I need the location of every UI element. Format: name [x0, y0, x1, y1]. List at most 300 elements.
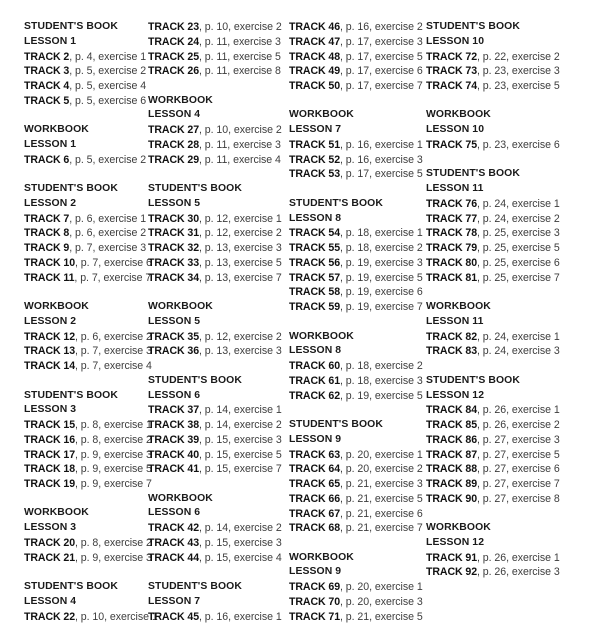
track-number: TRACK 26	[148, 65, 199, 78]
track-number: TRACK 46	[289, 21, 340, 33]
track-entry	[426, 565, 576, 580]
track-reference: , p. 27, exercise 6	[477, 463, 560, 476]
lesson-block	[426, 300, 576, 359]
track-reference: , p. 15, exercise 7	[199, 463, 282, 476]
track-entry	[24, 64, 148, 79]
track-entry	[148, 256, 289, 271]
track-number: TRACK 10	[24, 256, 75, 269]
track-reference: , p. 12, exercise 2	[199, 227, 282, 240]
track-reference: , p. 25, exercise 7	[477, 271, 560, 284]
track-reference: , p. 21, exercise 6	[340, 507, 423, 520]
track-entry	[426, 330, 576, 345]
lesson-heading: LESSON 6	[148, 389, 201, 401]
track-reference: , p. 25, exercise 5	[477, 242, 560, 255]
lesson-heading: LESSON 12	[426, 389, 485, 401]
track-reference: , p. 17, exercise 3	[340, 35, 423, 48]
track-entry	[148, 138, 289, 153]
track-number: TRACK 53	[289, 168, 340, 181]
lesson-block	[148, 300, 289, 359]
track-number: TRACK 50	[289, 80, 340, 92]
lesson-heading: LESSON 4	[148, 109, 201, 121]
track-entry	[148, 551, 289, 566]
track-entry	[148, 536, 289, 551]
track-reference: , p. 11, exercise 8	[199, 65, 281, 78]
track-entry	[24, 50, 148, 65]
track-entry	[426, 462, 576, 477]
track-reference: , p. 25, exercise 3	[477, 227, 560, 240]
track-entry	[24, 418, 152, 433]
track-reference: , p. 23, exercise 3	[477, 65, 560, 78]
track-number: TRACK 7	[24, 212, 70, 225]
lesson-heading: LESSON 5	[148, 197, 201, 209]
track-entry	[148, 403, 289, 418]
track-reference: , p. 5, exercise 6	[69, 94, 147, 107]
track-reference: , p. 23, exercise 5	[477, 80, 560, 92]
lesson-block	[148, 580, 289, 624]
lesson-block	[426, 108, 576, 152]
track-entry	[148, 433, 289, 448]
lesson-block	[289, 197, 426, 315]
track-entry	[426, 271, 576, 286]
track-number: TRACK 48	[289, 50, 340, 63]
track-entry	[289, 79, 426, 94]
track-number: TRACK 24	[148, 35, 199, 48]
track-reference: , p. 21, exercise 3	[340, 478, 423, 490]
lesson-block	[24, 580, 158, 624]
track-entry	[289, 580, 426, 595]
source-heading: WORKBOOK	[289, 330, 354, 342]
track-reference: , p. 26, exercise 3	[477, 566, 560, 579]
lesson-block	[426, 521, 576, 580]
track-reference: , p. 5, exercise 4	[69, 80, 147, 92]
track-reference: , p. 16, exercise 1	[199, 610, 282, 623]
track-reference: , p. 16, exercise 3	[340, 153, 423, 166]
track-reference: , p. 27, exercise 3	[477, 433, 560, 446]
track-reference: , p. 17, exercise 5	[340, 50, 423, 63]
track-entry	[426, 256, 576, 271]
source-heading: WORKBOOK	[426, 301, 491, 313]
track-reference: , p. 15, exercise 5	[199, 448, 282, 461]
track-reference: , p. 8, exercise 2	[75, 536, 152, 549]
track-number: TRACK 77	[426, 212, 477, 225]
track-entry	[289, 138, 426, 153]
track-number: TRACK 70	[289, 595, 340, 608]
track-number: TRACK 19	[24, 478, 75, 490]
track-number: TRACK 69	[289, 581, 340, 594]
source-heading: WORKBOOK	[148, 94, 213, 106]
track-number: TRACK 18	[24, 463, 75, 476]
track-number: TRACK 27	[148, 124, 199, 137]
track-entry	[24, 79, 148, 94]
source-heading: STUDENT'S BOOK	[426, 168, 520, 180]
lesson-block	[289, 330, 426, 404]
track-number: TRACK 44	[148, 551, 199, 564]
track-entry	[426, 492, 576, 507]
track-number: TRACK 40	[148, 448, 199, 461]
track-reference: , p. 25, exercise 6	[477, 256, 560, 269]
source-heading: WORKBOOK	[289, 551, 354, 563]
track-number: TRACK 88	[426, 463, 477, 476]
track-entry	[24, 94, 148, 109]
lesson-block	[24, 123, 148, 167]
track-number: TRACK 5	[24, 94, 70, 107]
track-reference: , p. 17, exercise 6	[340, 65, 423, 78]
track-number: TRACK 34	[148, 271, 199, 284]
lesson-block	[24, 182, 152, 285]
track-entry	[148, 64, 289, 79]
track-number: TRACK 84	[426, 404, 477, 417]
track-number: TRACK 32	[148, 242, 199, 255]
lesson-block	[148, 492, 289, 566]
track-reference: , p. 10, exercise 2	[199, 21, 282, 33]
lesson-block	[426, 167, 576, 285]
track-column-4	[426, 20, 576, 580]
track-number: TRACK 72	[426, 50, 477, 63]
track-entry	[148, 448, 289, 463]
lesson-heading: LESSON 7	[289, 124, 342, 136]
lesson-heading: LESSON 11	[426, 315, 484, 327]
track-entry	[426, 418, 576, 433]
track-entry	[24, 271, 152, 286]
track-entry	[24, 433, 152, 448]
track-reference: , p. 15, exercise 4	[199, 551, 282, 564]
lesson-heading: LESSON 10	[426, 124, 485, 136]
track-number: TRACK 31	[148, 227, 199, 240]
source-heading: STUDENT'S BOOK	[426, 374, 520, 386]
track-entry	[148, 418, 289, 433]
track-number: TRACK 91	[426, 551, 477, 564]
track-reference: , p. 16, exercise 2	[340, 21, 423, 33]
track-entry	[148, 241, 289, 256]
track-number: TRACK 42	[148, 522, 199, 535]
track-reference: , p. 9, exercise 5	[75, 463, 152, 476]
track-number: TRACK 21	[24, 551, 75, 564]
lesson-block	[24, 506, 152, 565]
track-entry	[426, 433, 576, 448]
track-entry	[148, 610, 289, 624]
track-number: TRACK 65	[289, 478, 340, 490]
track-reference: , p. 9, exercise 7	[75, 478, 152, 490]
track-entry	[426, 197, 576, 212]
track-reference: , p. 13, exercise 3	[199, 242, 282, 255]
track-number: TRACK 66	[289, 492, 340, 505]
track-reference: , p. 24, exercise 1	[477, 330, 560, 343]
track-entry	[289, 167, 426, 182]
track-reference: , p. 12, exercise 2	[199, 330, 282, 343]
source-heading: WORKBOOK	[148, 492, 213, 504]
track-reference: , p. 23, exercise 6	[477, 138, 560, 151]
track-number: TRACK 78	[426, 227, 477, 240]
track-number: TRACK 79	[426, 242, 477, 255]
track-reference: , p. 9, exercise 3	[75, 448, 152, 461]
track-number: TRACK 29	[148, 153, 199, 166]
track-entry	[24, 226, 148, 241]
track-entry	[289, 462, 426, 477]
source-heading: STUDENT'S BOOK	[148, 581, 242, 593]
track-number: TRACK 61	[289, 374, 340, 387]
track-reference: , p. 26, exercise 1	[477, 404, 560, 417]
track-entry	[426, 448, 576, 463]
track-reference: , p. 19, exercise 6	[340, 286, 423, 299]
source-heading: WORKBOOK	[24, 507, 89, 519]
lesson-heading: LESSON 7	[148, 595, 201, 607]
track-reference: , p. 8, exercise 1	[75, 419, 152, 431]
track-number: TRACK 45	[148, 610, 199, 623]
lesson-heading: LESSON 12	[426, 536, 485, 548]
source-heading: WORKBOOK	[24, 301, 89, 313]
track-reference: , p. 6, exercise 2	[69, 227, 147, 240]
lesson-block	[24, 300, 152, 374]
track-reference: , p. 13, exercise 7	[199, 271, 282, 284]
track-reference: , p. 26, exercise 1	[477, 551, 560, 564]
track-number: TRACK 86	[426, 433, 477, 446]
track-reference: , p. 7, exercise 3	[69, 242, 147, 255]
track-entry	[289, 256, 426, 271]
track-reference: , p. 13, exercise 5	[199, 256, 282, 269]
lesson-block	[426, 20, 576, 94]
track-number: TRACK 74	[426, 80, 477, 92]
lesson-block	[426, 374, 576, 507]
track-entry	[289, 374, 426, 389]
track-entry	[289, 389, 426, 404]
lesson-block	[24, 389, 152, 492]
track-entry	[426, 64, 576, 79]
track-entry	[148, 330, 289, 345]
track-entry	[426, 403, 576, 418]
track-entry	[148, 35, 289, 50]
track-number: TRACK 68	[289, 522, 340, 535]
track-entry	[24, 536, 152, 551]
track-number: TRACK 23	[148, 21, 199, 33]
track-number: TRACK 58	[289, 286, 340, 299]
track-entry	[426, 477, 576, 492]
source-heading: STUDENT'S BOOK	[24, 21, 118, 32]
track-entry	[148, 462, 289, 477]
track-entry	[24, 256, 152, 271]
track-number: TRACK 51	[289, 138, 340, 151]
track-number: TRACK 25	[148, 50, 199, 63]
track-number: TRACK 83	[426, 345, 477, 358]
track-number: TRACK 57	[289, 271, 340, 284]
track-entry	[24, 448, 152, 463]
track-reference: , p. 20, exercise 1	[340, 448, 423, 461]
track-entry	[289, 492, 426, 507]
track-reference: , p. 7, exercise 6	[75, 256, 152, 269]
track-column-3	[289, 20, 426, 624]
track-entry	[289, 153, 426, 168]
track-entry	[24, 153, 148, 168]
track-reference: , p. 19, exercise 3	[340, 256, 423, 269]
lesson-heading: LESSON 1	[24, 35, 77, 47]
track-number: TRACK 62	[289, 389, 340, 402]
track-reference: , p. 14, exercise 1	[199, 404, 282, 417]
source-heading: WORKBOOK	[289, 109, 354, 121]
track-reference: , p. 20, exercise 1	[340, 581, 423, 594]
track-reference: , p. 19, exercise 5	[340, 389, 423, 402]
lesson-block	[24, 20, 148, 109]
track-number: TRACK 81	[426, 271, 477, 284]
track-entry	[24, 241, 148, 256]
track-reference: , p. 19, exercise 7	[340, 301, 423, 314]
track-entry	[426, 344, 576, 359]
source-heading: WORKBOOK	[148, 301, 213, 313]
track-number: TRACK 85	[426, 419, 477, 431]
track-number: TRACK 36	[148, 345, 199, 358]
lesson-block	[289, 418, 426, 536]
track-reference: , p. 19, exercise 5	[340, 271, 423, 284]
track-entry	[24, 551, 152, 566]
track-entry	[289, 226, 426, 241]
lesson-heading: LESSON 9	[289, 433, 342, 445]
track-number: TRACK 28	[148, 138, 199, 151]
track-entry	[289, 521, 426, 536]
track-number: TRACK 13	[24, 345, 75, 358]
track-entry	[289, 241, 426, 256]
track-number: TRACK 11	[24, 271, 75, 284]
track-number: TRACK 4	[24, 80, 70, 92]
track-reference: , p. 11, exercise 3	[199, 138, 281, 151]
track-reference: , p. 5, exercise 2	[69, 65, 147, 78]
track-reference: , p. 17, exercise 7	[340, 80, 423, 92]
track-number: TRACK 73	[426, 65, 477, 78]
source-heading: STUDENT'S BOOK	[148, 374, 242, 386]
source-heading: STUDENT'S BOOK	[24, 183, 118, 195]
track-entry	[289, 50, 426, 65]
track-entry	[148, 153, 289, 168]
track-reference: , p. 24, exercise 1	[477, 197, 560, 210]
track-entry	[24, 477, 152, 492]
track-reference: , p. 13, exercise 3	[199, 345, 282, 358]
lesson-heading: LESSON 8	[289, 212, 342, 224]
track-reference: , p. 16, exercise 1	[340, 138, 423, 151]
track-column-1	[0, 20, 158, 624]
track-reference: , p. 27, exercise 5	[477, 448, 560, 461]
track-reference: , p. 18, exercise 2	[340, 242, 423, 255]
track-entry	[426, 50, 576, 65]
track-entry	[426, 212, 576, 227]
track-number: TRACK 15	[24, 419, 75, 431]
track-entry	[426, 138, 576, 153]
track-reference: , p. 11, exercise 4	[199, 153, 281, 166]
track-reference: , p. 21, exercise 5	[340, 492, 423, 505]
track-reference: , p. 12, exercise 1	[199, 212, 282, 225]
track-entry	[289, 448, 426, 463]
track-number: TRACK 43	[148, 536, 199, 549]
track-reference: , p. 18, exercise 3	[340, 374, 423, 387]
track-number: TRACK 54	[289, 227, 340, 240]
track-reference: , p. 7, exercise 3	[75, 345, 152, 358]
track-number: TRACK 17	[24, 448, 75, 461]
track-reference: , p. 27, exercise 8	[477, 492, 560, 505]
lesson-heading: LESSON 10	[426, 35, 485, 47]
track-reference: , p. 4, exercise 1	[69, 50, 147, 63]
track-entry	[148, 271, 289, 286]
track-reference: , p. 9, exercise 3	[75, 551, 152, 564]
track-entry	[289, 285, 426, 300]
source-heading: STUDENT'S BOOK	[24, 581, 118, 593]
source-heading: WORKBOOK	[426, 522, 491, 534]
track-number: TRACK 49	[289, 65, 340, 78]
track-number: TRACK 87	[426, 448, 477, 461]
track-reference: , p. 24, exercise 3	[477, 345, 560, 358]
track-entry	[426, 551, 576, 566]
source-heading: STUDENT'S BOOK	[289, 419, 383, 430]
track-number: TRACK 20	[24, 536, 75, 549]
track-number: TRACK 63	[289, 448, 340, 461]
track-number: TRACK 9	[24, 242, 70, 255]
track-entry	[148, 50, 289, 65]
track-reference: , p. 7, exercise 7	[74, 271, 152, 284]
track-entry	[24, 344, 152, 359]
track-entry	[289, 64, 426, 79]
lesson-heading: LESSON 2	[24, 197, 77, 209]
track-reference: , p. 21, exercise 5	[340, 610, 423, 623]
track-reference: , p. 8, exercise 2	[75, 433, 152, 446]
track-entry	[148, 226, 289, 241]
track-number: TRACK 52	[289, 153, 340, 166]
track-number: TRACK 8	[24, 227, 70, 240]
track-column-2	[148, 20, 289, 624]
track-number: TRACK 82	[426, 330, 477, 343]
lesson-heading: LESSON 6	[148, 507, 201, 519]
source-heading: WORKBOOK	[426, 109, 491, 121]
track-entry	[426, 79, 576, 94]
lesson-block	[148, 94, 289, 168]
lesson-heading: LESSON 9	[289, 566, 342, 578]
track-number: TRACK 37	[148, 404, 199, 417]
track-entry	[24, 462, 152, 477]
track-entry	[289, 271, 426, 286]
track-number: TRACK 47	[289, 35, 340, 48]
track-entry	[148, 212, 289, 227]
track-number: TRACK 6	[24, 153, 70, 166]
lesson-block	[289, 551, 426, 624]
track-number: TRACK 89	[426, 478, 477, 490]
track-number: TRACK 2	[24, 50, 70, 63]
track-entry	[148, 521, 289, 536]
track-number: TRACK 80	[426, 256, 477, 269]
track-number: TRACK 30	[148, 212, 199, 225]
track-reference: , p. 10, exercise 2	[199, 124, 282, 137]
lesson-heading: LESSON 2	[24, 315, 77, 327]
track-entry	[426, 226, 576, 241]
source-heading: STUDENT'S BOOK	[24, 389, 118, 401]
track-reference: , p. 10, exercise 1	[75, 610, 158, 623]
track-reference: , p. 14, exercise 2	[199, 522, 282, 535]
track-number: TRACK 55	[289, 242, 340, 255]
track-number: TRACK 92	[426, 566, 477, 579]
source-heading: STUDENT'S BOOK	[289, 197, 383, 209]
track-number: TRACK 3	[24, 65, 70, 78]
lesson-heading: LESSON 11	[426, 183, 484, 195]
track-reference: , p. 14, exercise 2	[199, 419, 282, 431]
track-reference: , p. 22, exercise 2	[477, 50, 560, 63]
track-reference: , p. 24, exercise 2	[477, 212, 560, 225]
track-number: TRACK 41	[148, 463, 199, 476]
track-entry	[289, 300, 426, 315]
track-number: TRACK 35	[148, 330, 199, 343]
track-reference: , p. 6, exercise 1	[69, 212, 147, 225]
lesson-block	[148, 20, 289, 79]
track-number: TRACK 16	[24, 433, 75, 446]
track-reference: , p. 17, exercise 5	[340, 168, 423, 181]
track-reference: , p. 7, exercise 4	[75, 360, 152, 373]
track-reference: , p. 15, exercise 3	[199, 536, 282, 549]
lesson-block	[289, 108, 426, 182]
track-reference: , p. 21, exercise 7	[340, 522, 423, 535]
track-reference: , p. 15, exercise 3	[199, 433, 282, 446]
track-number: TRACK 22	[24, 610, 75, 623]
